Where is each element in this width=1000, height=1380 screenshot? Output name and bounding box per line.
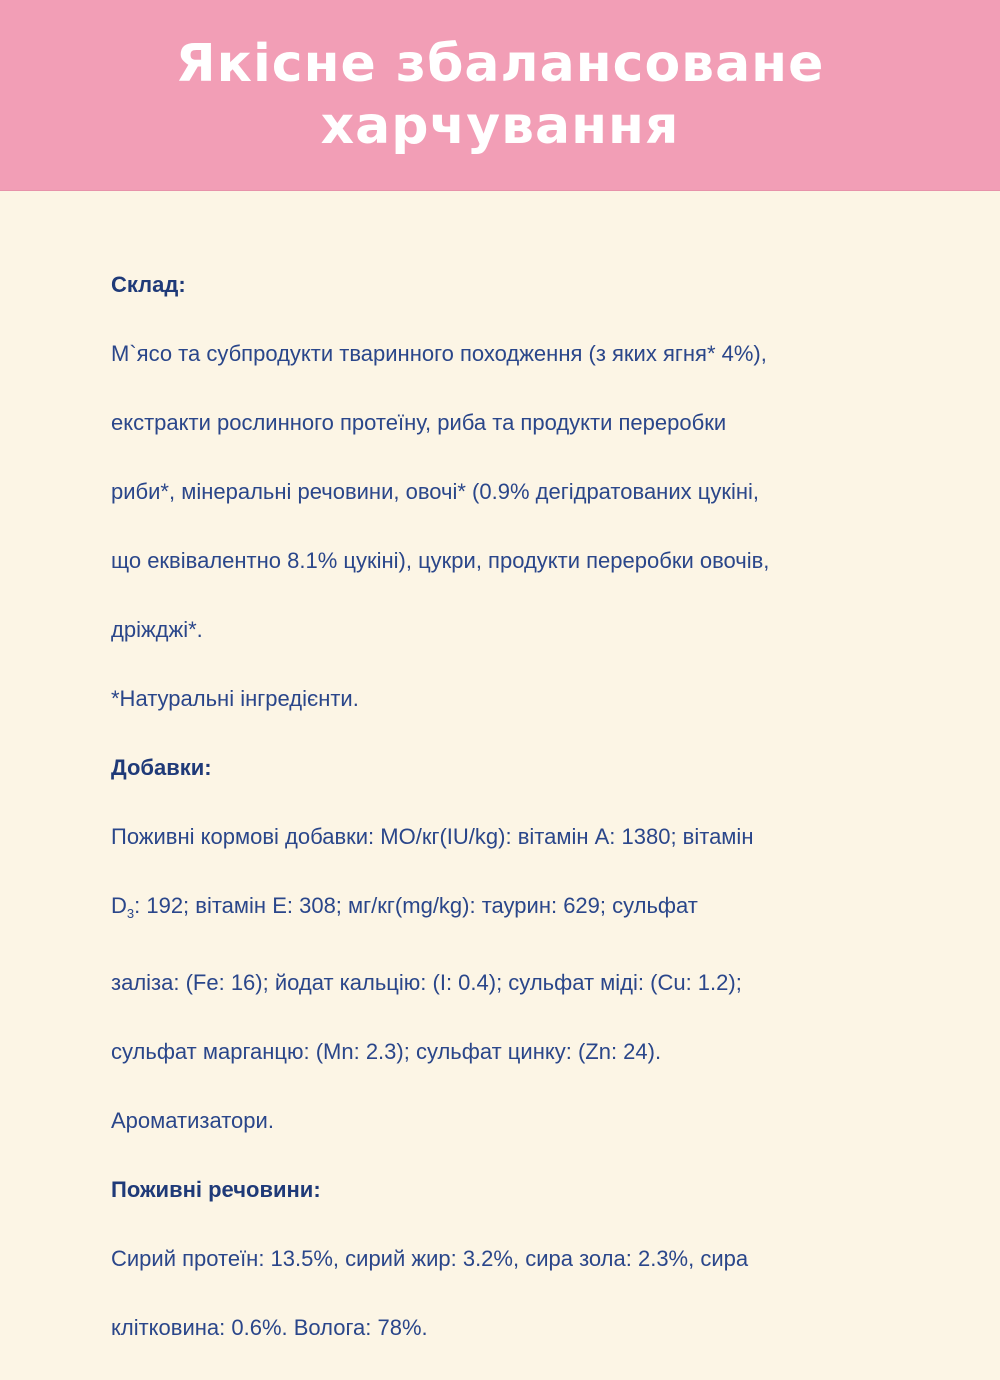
product-info xyxy=(111,268,931,1380)
flavourings-line: Ароматизатори. xyxy=(111,1107,274,1133)
composition-line: риби*, мінеральні речовини, овочі* (0.9% дегідратованих цукіні, xyxy=(111,478,759,504)
additives-line: : 192; вітамін E: 308; мг/кг(mg/kg): таурин: 629; сульфат xyxy=(134,892,698,918)
additives-line: Поживні кормові добавки: МО/кг(IU/kg): вітамін A: 1380; вітамін xyxy=(111,823,754,849)
composition-line: М`ясо та субпродукти тваринного походження (з яких ягня* 4%), xyxy=(111,340,767,366)
vitamin-d-label: D xyxy=(111,892,127,918)
additives-line: заліза: (Fe: 16); йодат кальцію: (I: 0.4); сульфат міді: (Cu: 1.2); xyxy=(111,969,742,995)
additives-text xyxy=(111,785,931,1138)
composition-line: що еквівалентно 8.1% цукіні), цукри, продукти переробки овочів, xyxy=(111,547,770,573)
composition-section xyxy=(111,268,931,716)
title-banner xyxy=(0,0,1000,191)
composition-line: дріжджі*. xyxy=(111,616,203,642)
nutrients-section xyxy=(111,1173,931,1345)
page-title: Якісне збалансоване харчування xyxy=(175,34,825,156)
additives-line: сульфат марганцю: (Mn: 2.3); сульфат цинку: (Zn: 24). xyxy=(111,1038,662,1064)
additives-section xyxy=(111,751,931,1138)
nutrients-line: Сирий протеїн: 13.5%, сирий жир: 3.2%, сира зола: 2.3%, сира xyxy=(111,1245,749,1271)
natural-ingredients-note: *Натуральні інгредієнти. xyxy=(111,685,359,711)
nutrients-heading: Поживні речовини: xyxy=(111,1177,321,1202)
composition-line: екстракти рослинного протеїну, риба та продукти переробки xyxy=(111,409,727,435)
additives-heading: Добавки: xyxy=(111,755,212,780)
composition-text xyxy=(111,302,931,716)
nutrients-text xyxy=(111,1207,931,1345)
nutrients-line: клітковина: 0.6%. Волога: 78%. xyxy=(111,1314,428,1340)
composition-heading: Склад: xyxy=(111,272,186,297)
vitamin-d-subscript: 3 xyxy=(126,905,135,921)
